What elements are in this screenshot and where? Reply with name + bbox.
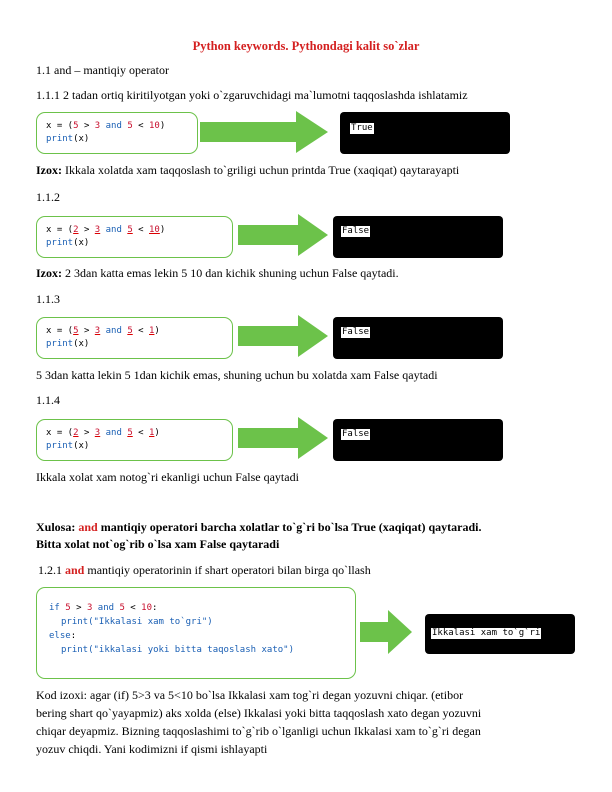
izox-1: Izox: Ikkala xolatda xam taqqoslash to`griligi uchun printda True (xaqiqat) qaytarayapti bbox=[36, 163, 460, 177]
section-heading-1-1-4: 1.1.4 bbox=[36, 393, 60, 407]
code-line: x = (2 > 3 and 5 < 10) bbox=[46, 225, 166, 235]
kod-izoh-line-3: chiqar deyapmiz. Bizning taqqoslashimi to`g`rib o`lganligi uchun Ikkalasi xam to`g`ri degan bbox=[36, 724, 481, 738]
output-console-2 bbox=[333, 216, 503, 258]
kod-izoh-line-4: yozuv chiqdi. Yani kodimizni if qismi ishlayapti bbox=[36, 742, 268, 756]
code-line: print(x) bbox=[46, 238, 90, 248]
code-box-3 bbox=[36, 317, 233, 359]
kod-izoh-line-1: Kod izoxi: agar (if) 5>3 va 5<10 bo`lsa Ikkalasi xam tog`ri degan yozuvni chiqar. (etibor bbox=[36, 688, 464, 702]
output-console-5 bbox=[425, 614, 575, 654]
section-heading-1-1-2: 1.1.2 bbox=[36, 190, 60, 204]
section-heading-1-1-1: 1.1.1 2 tadan ortiq kiritilyotgan yoki o`zgaruvchidagi ma`lumotni taqqoslashda ishlatamiz bbox=[36, 88, 468, 102]
output-text: False bbox=[342, 327, 370, 337]
code-box-2 bbox=[36, 216, 233, 258]
output-console-1 bbox=[340, 112, 510, 154]
code-line: print(x) bbox=[46, 134, 90, 144]
output-text: Ikkalasi xam to`g`ri bbox=[432, 628, 541, 638]
code-line: if 5 > 3 and 5 < 10: bbox=[49, 603, 158, 613]
code-line: print("Ikkalasi xam to`gri") bbox=[61, 617, 213, 627]
section-heading-1-1: 1.1 and – mantiqiy operator bbox=[36, 63, 169, 77]
note-4: Ikkala xolat xam notog`ri ekanligi uchun False qaytadi bbox=[36, 470, 299, 484]
right-arrow-icon bbox=[200, 111, 330, 153]
code-line: x = (5 > 3 and 5 < 10) bbox=[46, 121, 166, 131]
code-line: x = (5 > 3 and 5 < 1) bbox=[46, 326, 160, 336]
right-arrow-icon bbox=[238, 417, 330, 459]
right-arrow-icon bbox=[360, 610, 414, 654]
output-text: False bbox=[342, 429, 370, 439]
code-line: print(x) bbox=[46, 339, 90, 349]
output-console-3 bbox=[333, 317, 503, 359]
section-heading-1-2-1: 1.2.1 and mantiqiy operatorinin if shart operatori bilan birga qo`llash bbox=[38, 563, 371, 577]
output-console-4 bbox=[333, 419, 503, 461]
page-title: Python keywords. Pythondagi kalit so`zlar bbox=[192, 39, 420, 53]
output-text: False bbox=[342, 226, 370, 236]
xulosa-line-1: Xulosa: and mantiqiy operatori barcha xolatlar to`g`ri bo`lsa True (xaqiqat) qaytaradi. bbox=[36, 520, 482, 534]
output-text: True bbox=[351, 123, 373, 133]
izox-2: Izox: 2 3dan katta emas lekin 5 10 dan kichik shuning uchun False qaytadi. bbox=[36, 266, 399, 280]
xulosa-line-2: Bitta xolat not`og`rib o`lsa xam False qaytaradi bbox=[36, 537, 280, 551]
code-line: x = (2 > 3 and 5 < 1) bbox=[46, 428, 160, 438]
section-heading-1-1-3: 1.1.3 bbox=[36, 292, 60, 306]
code-line: else: bbox=[49, 631, 77, 641]
note-3: 5 3dan katta lekin 5 1dan kichik emas, shuning uchun bu xolatda xam False qaytadi bbox=[36, 368, 438, 382]
code-line: print("ikkalasi yoki bitta taqoslash xato") bbox=[61, 645, 294, 655]
code-line: print(x) bbox=[46, 441, 90, 451]
code-box-5 bbox=[36, 587, 356, 679]
code-box-4 bbox=[36, 419, 233, 461]
code-box-1 bbox=[36, 112, 198, 154]
kod-izoh-line-2: bering shart qo`yayapmiz) aks xolda (else) Ikkalasi yoki bitta taqqoslash xato degan yozuvni bbox=[36, 706, 482, 720]
right-arrow-icon bbox=[238, 214, 330, 256]
right-arrow-icon bbox=[238, 315, 330, 357]
